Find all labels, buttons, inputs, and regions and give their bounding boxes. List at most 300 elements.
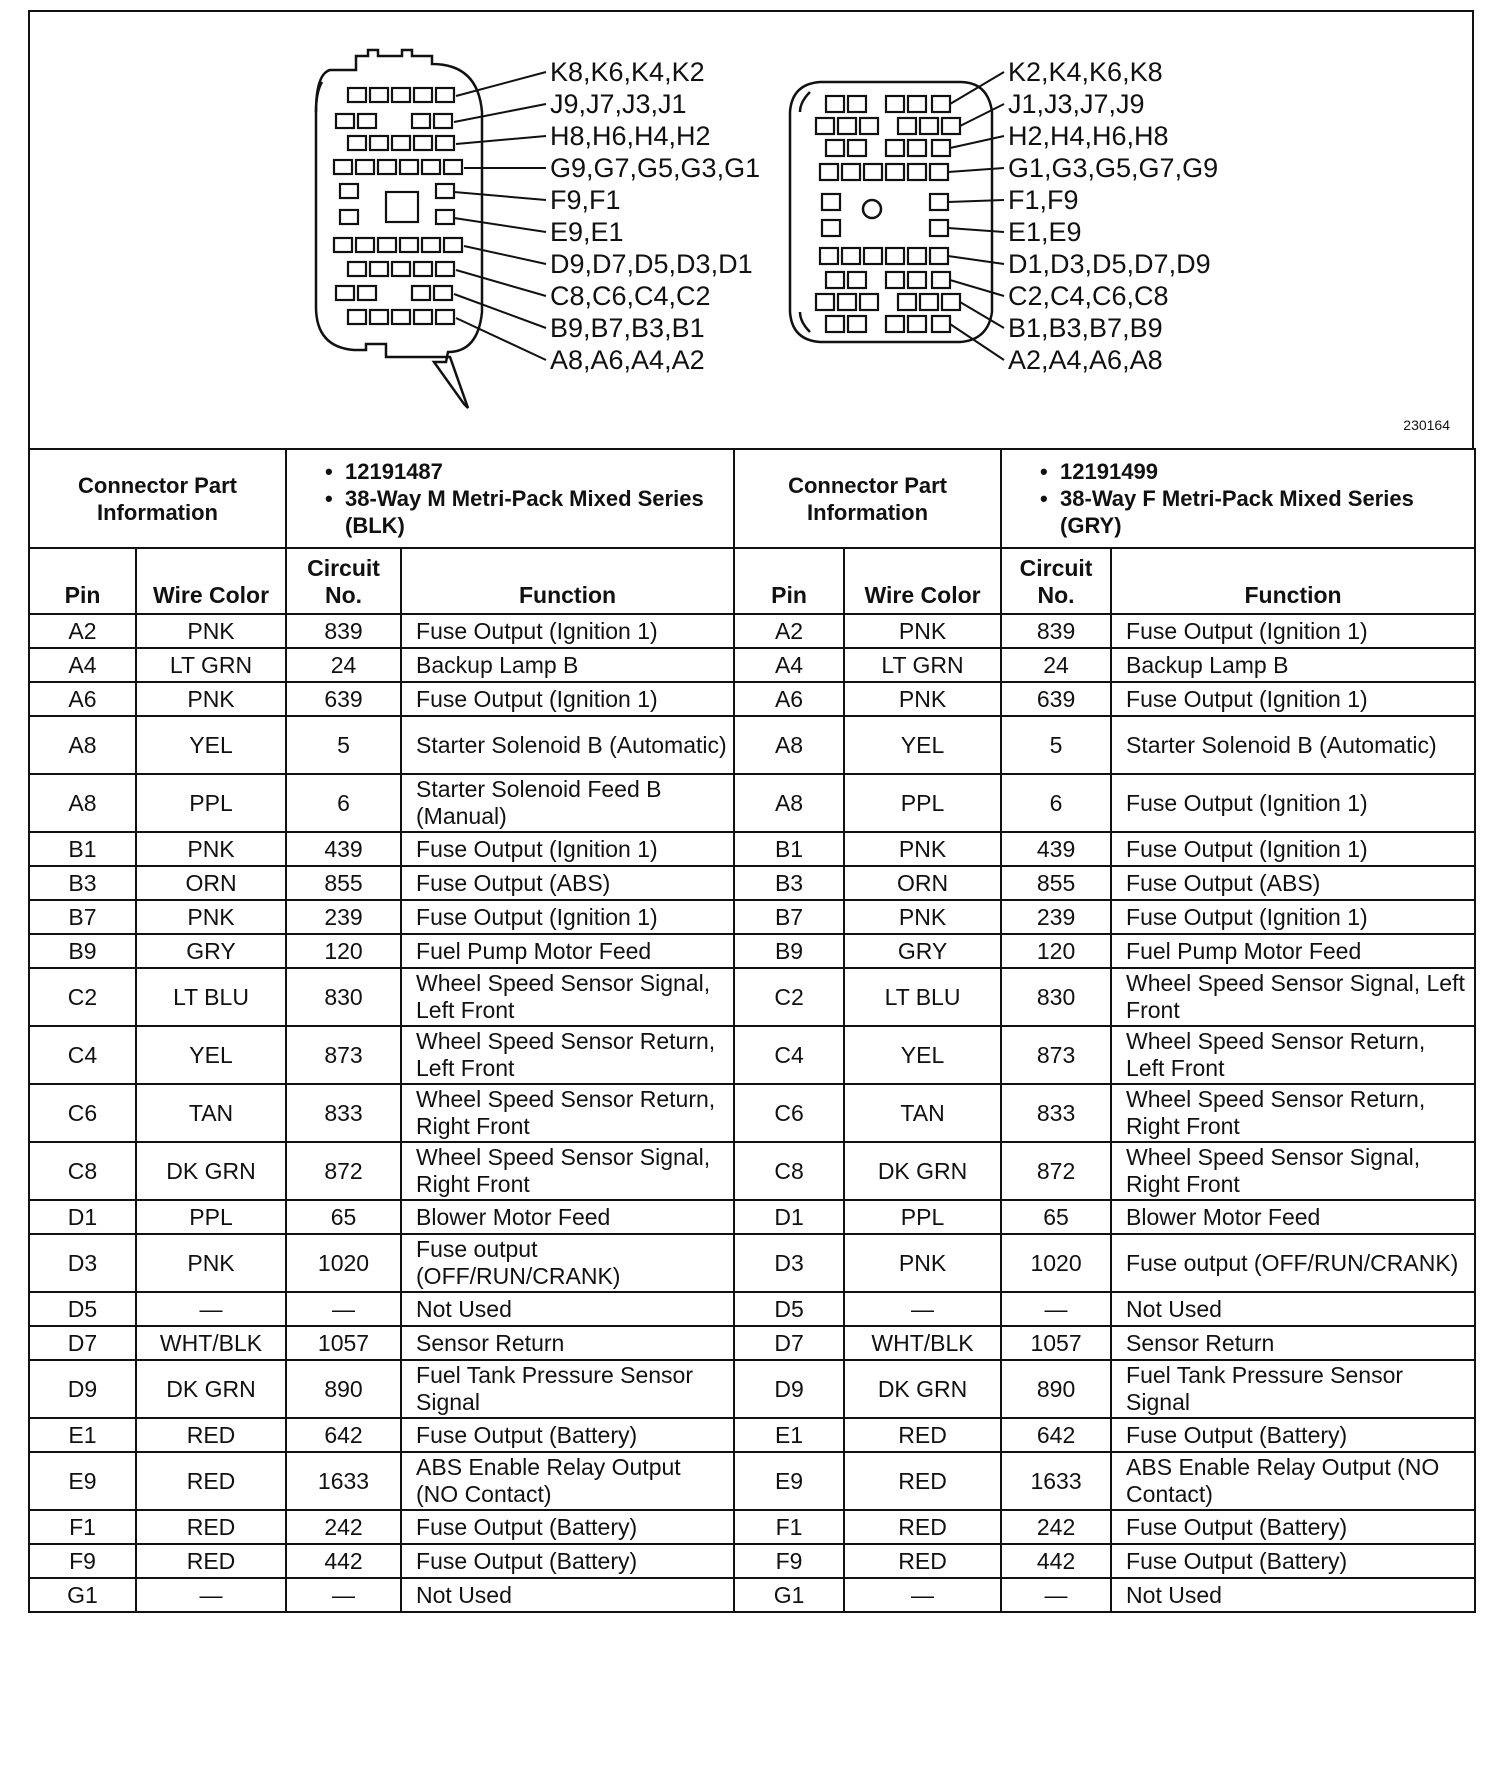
right-cavity xyxy=(908,248,926,264)
left-cavity xyxy=(436,88,454,102)
left-cavity xyxy=(348,136,366,150)
left-cell-pin: B9 xyxy=(29,934,136,968)
right-cavity xyxy=(848,272,866,288)
right-cell-wire-color: YEL xyxy=(844,1026,1001,1084)
right-cell-circuit: 830 xyxy=(1001,968,1111,1026)
left-cell-circuit: 872 xyxy=(286,1142,401,1200)
left-cell-circuit: 1633 xyxy=(286,1452,401,1510)
left-cavity xyxy=(348,310,366,324)
right-cavity xyxy=(842,164,860,180)
left-cell-function: Fuse Output (Ignition 1) xyxy=(401,900,734,934)
left-cavity xyxy=(348,262,366,276)
right-cell-function: Fuse Output (Ignition 1) xyxy=(1111,774,1475,832)
right-cell-function: Blower Motor Feed xyxy=(1111,1200,1475,1234)
right-cavity xyxy=(932,96,950,112)
right-cell-circuit: 872 xyxy=(1001,1142,1111,1200)
right-leader-lines xyxy=(948,72,1004,360)
left-cell-pin: A8 xyxy=(29,716,136,774)
right-cell-circuit: 639 xyxy=(1001,682,1111,716)
table-row xyxy=(29,1452,1475,1510)
left-cell-circuit: 439 xyxy=(286,832,401,866)
right-cell-pin: B1 xyxy=(734,832,844,866)
right-cavity xyxy=(816,118,834,134)
right-col-wire-color: Wire Color xyxy=(844,548,1001,614)
left-cell-wire-color: YEL xyxy=(136,716,286,774)
left-cavity xyxy=(434,286,452,300)
table-row xyxy=(29,900,1475,934)
table-row xyxy=(29,866,1475,900)
right-label-b: B1,B3,B7,B9 xyxy=(1008,313,1163,343)
right-label-f: F1,F9 xyxy=(1008,185,1079,215)
right-cell-function: Fuse output (OFF/RUN/CRANK) xyxy=(1111,1234,1475,1292)
table-row xyxy=(29,774,1475,832)
connector-info-row xyxy=(29,449,1475,548)
table-row xyxy=(29,934,1475,968)
right-cell-wire-color: PNK xyxy=(844,900,1001,934)
right-cavity xyxy=(908,316,926,332)
left-cell-wire-color: TAN xyxy=(136,1084,286,1142)
left-cell-pin: A2 xyxy=(29,614,136,648)
right-cell-pin: E1 xyxy=(734,1418,844,1452)
table-row xyxy=(29,1418,1475,1452)
left-cell-wire-color: PNK xyxy=(136,900,286,934)
left-leader-line xyxy=(456,136,546,144)
right-cell-function: Fuse Output (ABS) xyxy=(1111,866,1475,900)
right-cell-function: Fuse Output (Ignition 1) xyxy=(1111,682,1475,716)
table-row xyxy=(29,1084,1475,1142)
right-cavity xyxy=(932,140,950,156)
right-cavity xyxy=(930,220,948,236)
left-cavity xyxy=(378,160,396,174)
left-cavity xyxy=(370,88,388,102)
right-cavity xyxy=(908,96,926,112)
right-cell-circuit: 873 xyxy=(1001,1026,1111,1084)
right-cell-function: Fuse Output (Ignition 1) xyxy=(1111,614,1475,648)
right-cell-wire-color: ORN xyxy=(844,866,1001,900)
left-col-pin: Pin xyxy=(29,548,136,614)
left-part-number: • 12191487 xyxy=(325,459,443,484)
right-col-circuit: Circuit No. xyxy=(1001,548,1111,614)
column-header-row xyxy=(29,548,1475,614)
right-cell-wire-color: GRY xyxy=(844,934,1001,968)
left-cell-function: Fuel Pump Motor Feed xyxy=(401,934,734,968)
right-cell-pin: A2 xyxy=(734,614,844,648)
right-cell-pin: D9 xyxy=(734,1360,844,1418)
left-cell-pin: E1 xyxy=(29,1418,136,1452)
left-cell-wire-color: PNK xyxy=(136,614,286,648)
right-cavity xyxy=(826,272,844,288)
left-cell-pin: D9 xyxy=(29,1360,136,1418)
connector-diagram-panel xyxy=(28,10,1474,450)
left-connector-body xyxy=(316,50,482,408)
left-cell-function: Sensor Return xyxy=(401,1326,734,1360)
right-cell-circuit: 442 xyxy=(1001,1544,1111,1578)
left-cell-circuit: — xyxy=(286,1292,401,1326)
right-part-number: • 12191499 xyxy=(1040,459,1158,484)
right-label-h: H2,H4,H6,H8 xyxy=(1008,121,1169,151)
table-row xyxy=(29,1200,1475,1234)
connector-pinout-table xyxy=(28,448,1476,1613)
right-cavity xyxy=(930,248,948,264)
right-cell-function: Wheel Speed Sensor Return, Left Front xyxy=(1111,1026,1475,1084)
left-cell-function: Fuse Output (Battery) xyxy=(401,1544,734,1578)
left-cell-wire-color: WHT/BLK xyxy=(136,1326,286,1360)
left-label-h: H8,H6,H4,H2 xyxy=(550,121,711,151)
left-leader-line xyxy=(456,270,546,296)
right-cell-circuit: — xyxy=(1001,1578,1111,1612)
right-cell-pin: G1 xyxy=(734,1578,844,1612)
left-leader-line xyxy=(454,192,546,200)
left-label-e: E9,E1 xyxy=(550,217,624,247)
right-cavity xyxy=(848,316,866,332)
left-cavity xyxy=(434,114,452,128)
right-cell-circuit: 65 xyxy=(1001,1200,1111,1234)
left-label-a: A8,A6,A4,A2 xyxy=(550,345,705,375)
right-cell-pin: F9 xyxy=(734,1544,844,1578)
right-cell-circuit: 6 xyxy=(1001,774,1111,832)
left-cavity xyxy=(414,310,432,324)
left-cavity xyxy=(400,160,418,174)
left-cell-pin: G1 xyxy=(29,1578,136,1612)
table-row xyxy=(29,1544,1475,1578)
left-cell-pin: F9 xyxy=(29,1544,136,1578)
left-cell-function: Fuse Output (Ignition 1) xyxy=(401,832,734,866)
right-cell-circuit: 839 xyxy=(1001,614,1111,648)
left-cell-function: Fuse Output (ABS) xyxy=(401,866,734,900)
right-cavity xyxy=(826,140,844,156)
right-connector-type: • 38-Way F Metri-Pack Mixed Series (GRY) xyxy=(1040,486,1414,538)
left-cavity xyxy=(358,114,376,128)
right-leader-line xyxy=(960,302,1004,328)
right-cavity xyxy=(860,294,878,310)
left-cell-pin: D1 xyxy=(29,1200,136,1234)
left-cell-circuit: 242 xyxy=(286,1510,401,1544)
left-center-cavity xyxy=(386,192,418,222)
right-cell-function: Wheel Speed Sensor Return, Right Front xyxy=(1111,1084,1475,1142)
left-info-heading: Connector Part Information xyxy=(29,449,286,548)
right-pin-labels xyxy=(1008,57,1218,375)
table-row xyxy=(29,1360,1475,1418)
connector-diagram xyxy=(30,12,1476,452)
right-cell-function: Sensor Return xyxy=(1111,1326,1475,1360)
right-cavity xyxy=(864,248,882,264)
left-cell-pin: B7 xyxy=(29,900,136,934)
right-cell-wire-color: TAN xyxy=(844,1084,1001,1142)
right-cell-wire-color: RED xyxy=(844,1510,1001,1544)
right-cavity xyxy=(898,118,916,134)
left-leader-line xyxy=(456,72,546,96)
right-cavity xyxy=(886,316,904,332)
right-cell-wire-color: RED xyxy=(844,1418,1001,1452)
right-cavity xyxy=(822,194,840,210)
right-cavity xyxy=(886,272,904,288)
right-cell-pin: A4 xyxy=(734,648,844,682)
left-cell-wire-color: — xyxy=(136,1292,286,1326)
right-cell-wire-color: LT GRN xyxy=(844,648,1001,682)
left-cavity xyxy=(444,238,462,252)
right-label-j: J1,J3,J7,J9 xyxy=(1008,89,1145,119)
left-cavity xyxy=(436,210,454,224)
left-label-b: B9,B7,B3,B1 xyxy=(550,313,705,343)
right-leader-line xyxy=(948,168,1004,172)
right-leader-line xyxy=(960,104,1004,126)
left-cell-circuit: 24 xyxy=(286,648,401,682)
left-cell-circuit: 239 xyxy=(286,900,401,934)
left-cell-wire-color: ORN xyxy=(136,866,286,900)
right-cell-wire-color: WHT/BLK xyxy=(844,1326,1001,1360)
left-cell-circuit: — xyxy=(286,1578,401,1612)
right-cavity xyxy=(942,118,960,134)
right-cell-circuit: 5 xyxy=(1001,716,1111,774)
right-cell-function: ABS Enable Relay Output (NO Contact) xyxy=(1111,1452,1475,1510)
left-cell-pin: E9 xyxy=(29,1452,136,1510)
table-row xyxy=(29,682,1475,716)
right-cavity xyxy=(942,294,960,310)
right-cell-circuit: 833 xyxy=(1001,1084,1111,1142)
left-cell-function: Fuse output (OFF/RUN/CRANK) xyxy=(401,1234,734,1292)
right-cell-function: Fuse Output (Ignition 1) xyxy=(1111,832,1475,866)
right-cell-wire-color: — xyxy=(844,1292,1001,1326)
right-cell-pin: D3 xyxy=(734,1234,844,1292)
left-connector-info xyxy=(286,449,734,548)
left-cell-wire-color: — xyxy=(136,1578,286,1612)
left-cell-function: Fuse Output (Ignition 1) xyxy=(401,682,734,716)
left-cavity xyxy=(340,184,358,198)
left-cavity xyxy=(436,310,454,324)
table-row xyxy=(29,968,1475,1026)
left-cell-circuit: 830 xyxy=(286,968,401,1026)
left-cell-function: Fuse Output (Battery) xyxy=(401,1418,734,1452)
right-cell-pin: B3 xyxy=(734,866,844,900)
right-cell-pin: B9 xyxy=(734,934,844,968)
left-cavity xyxy=(370,310,388,324)
table-row xyxy=(29,716,1475,774)
left-cell-circuit: 833 xyxy=(286,1084,401,1142)
left-cell-wire-color: DK GRN xyxy=(136,1360,286,1418)
left-connector-type-text: 38-Way M Metri-Pack Mixed Series (BLK) xyxy=(345,486,704,538)
left-cavity xyxy=(400,238,418,252)
left-cell-circuit: 442 xyxy=(286,1544,401,1578)
left-cell-function: Fuse Output (Battery) xyxy=(401,1510,734,1544)
right-cell-wire-color: RED xyxy=(844,1544,1001,1578)
table-row xyxy=(29,648,1475,682)
left-label-f: F9,F1 xyxy=(550,185,621,215)
right-cavity xyxy=(930,194,948,210)
left-cell-function: Fuel Tank Pressure Sensor Signal xyxy=(401,1360,734,1418)
left-cavity xyxy=(340,210,358,224)
left-cell-pin: C6 xyxy=(29,1084,136,1142)
table-row xyxy=(29,1578,1475,1612)
left-connector-type: • 38-Way M Metri-Pack Mixed Series (BLK) xyxy=(325,486,704,538)
right-cavity xyxy=(908,140,926,156)
left-cell-circuit: 639 xyxy=(286,682,401,716)
left-cavity xyxy=(422,238,440,252)
left-cavity xyxy=(444,160,462,174)
left-cell-wire-color: RED xyxy=(136,1452,286,1510)
right-cavity xyxy=(820,248,838,264)
left-cell-function: Blower Motor Feed xyxy=(401,1200,734,1234)
left-part-number-text: 12191487 xyxy=(345,459,443,484)
left-label-k: K8,K6,K4,K2 xyxy=(550,57,705,87)
right-cell-function: Not Used xyxy=(1111,1292,1475,1326)
left-connector-cavities xyxy=(334,88,462,324)
right-cell-circuit: 239 xyxy=(1001,900,1111,934)
left-cell-circuit: 890 xyxy=(286,1360,401,1418)
right-info-heading: Connector Part Information xyxy=(734,449,1001,548)
left-cell-circuit: 855 xyxy=(286,866,401,900)
pinout-sheet xyxy=(22,10,1474,1760)
left-cell-circuit: 5 xyxy=(286,716,401,774)
right-cavity xyxy=(886,140,904,156)
left-cell-pin: D5 xyxy=(29,1292,136,1326)
left-label-j: J9,J7,J3,J1 xyxy=(550,89,687,119)
left-cavity xyxy=(436,262,454,276)
left-cell-circuit: 6 xyxy=(286,774,401,832)
left-cell-wire-color: LT BLU xyxy=(136,968,286,1026)
right-cell-function: Fuse Output (Battery) xyxy=(1111,1544,1475,1578)
left-cell-wire-color: PNK xyxy=(136,682,286,716)
table-row xyxy=(29,1292,1475,1326)
right-cell-pin: C4 xyxy=(734,1026,844,1084)
left-cell-function: Wheel Speed Sensor Signal, Right Front xyxy=(401,1142,734,1200)
right-label-e: E1,E9 xyxy=(1008,217,1082,247)
right-cavity xyxy=(820,164,838,180)
left-cell-function: Wheel Speed Sensor Return, Left Front xyxy=(401,1026,734,1084)
right-cavity xyxy=(842,248,860,264)
right-col-pin: Pin xyxy=(734,548,844,614)
right-leader-line xyxy=(948,256,1004,264)
table-row xyxy=(29,1026,1475,1084)
right-cell-wire-color: PPL xyxy=(844,1200,1001,1234)
right-cell-pin: F1 xyxy=(734,1510,844,1544)
left-cell-circuit: 873 xyxy=(286,1026,401,1084)
right-cell-wire-color: PNK xyxy=(844,614,1001,648)
left-cell-wire-color: PNK xyxy=(136,832,286,866)
right-cell-pin: D7 xyxy=(734,1326,844,1360)
right-cell-function: Backup Lamp B xyxy=(1111,648,1475,682)
right-cell-circuit: — xyxy=(1001,1292,1111,1326)
left-cavity xyxy=(336,286,354,300)
left-cavity xyxy=(392,136,410,150)
left-cavity xyxy=(436,136,454,150)
left-cell-pin: A8 xyxy=(29,774,136,832)
left-cavity xyxy=(392,88,410,102)
left-col-function: Function xyxy=(401,548,734,614)
left-cell-wire-color: RED xyxy=(136,1544,286,1578)
left-cavity xyxy=(392,310,410,324)
left-cavity xyxy=(334,238,352,252)
left-cell-function: Not Used xyxy=(401,1578,734,1612)
right-cell-circuit: 242 xyxy=(1001,1510,1111,1544)
right-cavity xyxy=(822,220,840,236)
right-cell-pin: E9 xyxy=(734,1452,844,1510)
right-cell-wire-color: PPL xyxy=(844,774,1001,832)
right-cavity xyxy=(898,294,916,310)
right-cell-pin: C6 xyxy=(734,1084,844,1142)
right-cell-circuit: 855 xyxy=(1001,866,1111,900)
left-cell-function: Starter Solenoid Feed B (Manual) xyxy=(401,774,734,832)
left-cavity xyxy=(356,238,374,252)
left-cell-wire-color: RED xyxy=(136,1510,286,1544)
right-cell-function: Not Used xyxy=(1111,1578,1475,1612)
left-cell-pin: A6 xyxy=(29,682,136,716)
right-cell-wire-color: — xyxy=(844,1578,1001,1612)
left-cavity xyxy=(414,88,432,102)
right-connector-type-text: 38-Way F Metri-Pack Mixed Series (GRY) xyxy=(1060,486,1414,538)
left-cell-circuit: 65 xyxy=(286,1200,401,1234)
right-cell-pin: D5 xyxy=(734,1292,844,1326)
left-label-g: G9,G7,G5,G3,G1 xyxy=(550,153,761,183)
left-cell-pin: D7 xyxy=(29,1326,136,1360)
left-cell-pin: C8 xyxy=(29,1142,136,1200)
right-cavity xyxy=(930,164,948,180)
left-cell-circuit: 120 xyxy=(286,934,401,968)
left-cell-pin: A4 xyxy=(29,648,136,682)
right-cell-pin: C8 xyxy=(734,1142,844,1200)
right-cell-circuit: 890 xyxy=(1001,1360,1111,1418)
left-pin-labels xyxy=(550,57,760,375)
right-cell-function: Fuse Output (Battery) xyxy=(1111,1418,1475,1452)
left-cell-function: Fuse Output (Ignition 1) xyxy=(401,614,734,648)
figure-number: 230164 xyxy=(1403,417,1450,433)
right-leader-line xyxy=(950,136,1004,148)
right-cell-wire-color: PNK xyxy=(844,682,1001,716)
right-cell-circuit: 1020 xyxy=(1001,1234,1111,1292)
right-connector-cavities xyxy=(816,96,960,332)
left-cavity xyxy=(348,88,366,102)
left-cell-wire-color: PPL xyxy=(136,774,286,832)
left-leader-line xyxy=(464,246,546,264)
left-cavity xyxy=(370,262,388,276)
right-cavity xyxy=(864,164,882,180)
right-cell-wire-color: PNK xyxy=(844,1234,1001,1292)
right-cell-wire-color: RED xyxy=(844,1452,1001,1510)
left-cell-function: ABS Enable Relay Output (NO Contact) xyxy=(401,1452,734,1510)
right-cavity xyxy=(816,294,834,310)
right-cavity xyxy=(920,118,938,134)
right-cell-function: Fuel Tank Pressure Sensor Signal xyxy=(1111,1360,1475,1418)
right-cell-function: Fuel Pump Motor Feed xyxy=(1111,934,1475,968)
right-cell-pin: D1 xyxy=(734,1200,844,1234)
left-cell-function: Backup Lamp B xyxy=(401,648,734,682)
left-cavity xyxy=(422,160,440,174)
left-cell-wire-color: YEL xyxy=(136,1026,286,1084)
right-cell-function: Starter Solenoid B (Automatic) xyxy=(1111,716,1475,774)
left-cell-circuit: 1057 xyxy=(286,1326,401,1360)
left-leader-line xyxy=(456,318,546,360)
right-cell-wire-color: DK GRN xyxy=(844,1142,1001,1200)
left-leader-line xyxy=(454,104,546,122)
right-cavity xyxy=(838,294,856,310)
right-cell-wire-color: YEL xyxy=(844,716,1001,774)
right-leader-line xyxy=(950,72,1004,104)
left-cavity xyxy=(334,160,352,174)
right-cell-pin: C2 xyxy=(734,968,844,1026)
left-cell-circuit: 839 xyxy=(286,614,401,648)
right-cell-circuit: 24 xyxy=(1001,648,1111,682)
left-cavity xyxy=(336,114,354,128)
left-cell-pin: C4 xyxy=(29,1026,136,1084)
right-part-number-text: 12191499 xyxy=(1060,459,1158,484)
left-cell-wire-color: DK GRN xyxy=(136,1142,286,1200)
left-leader-line xyxy=(454,218,546,232)
left-cavity xyxy=(370,136,388,150)
right-cell-wire-color: DK GRN xyxy=(844,1360,1001,1418)
left-cell-pin: B3 xyxy=(29,866,136,900)
right-cell-function: Fuse Output (Ignition 1) xyxy=(1111,900,1475,934)
table-row xyxy=(29,1234,1475,1292)
right-cavity xyxy=(908,272,926,288)
